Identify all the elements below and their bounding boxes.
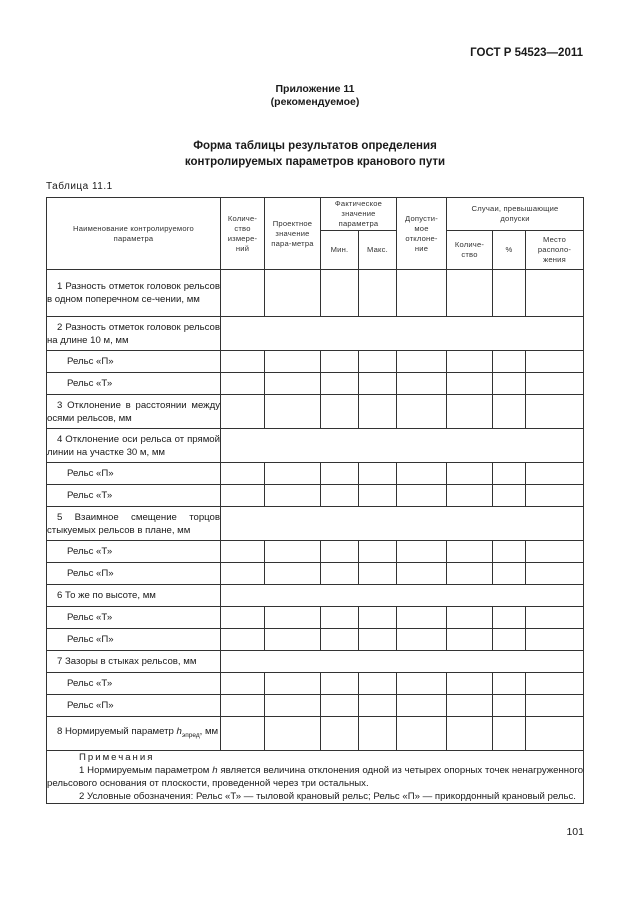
form-title [0, 138, 630, 170]
cell[interactable] [359, 270, 397, 317]
cell[interactable] [397, 463, 447, 485]
col-header-actual: Фактическое значение параметра [321, 198, 397, 231]
col-header-max: Макс. [359, 231, 397, 270]
cell[interactable] [265, 373, 321, 395]
row-label: 1 Разность отметок головок рельсов в одном поперечном се-чении, мм [47, 270, 221, 317]
cell[interactable] [526, 395, 584, 429]
cell[interactable] [447, 541, 493, 563]
cell[interactable] [526, 563, 584, 585]
merged-cell [221, 317, 584, 351]
cell[interactable] [447, 563, 493, 585]
cell[interactable] [221, 463, 265, 485]
cell[interactable] [265, 395, 321, 429]
cell[interactable] [221, 695, 265, 717]
cell[interactable] [359, 463, 397, 485]
cell[interactable] [526, 629, 584, 651]
cell[interactable] [359, 541, 397, 563]
cell[interactable] [265, 695, 321, 717]
cell[interactable] [493, 673, 526, 695]
cell[interactable] [447, 373, 493, 395]
cell[interactable] [447, 673, 493, 695]
cell[interactable] [493, 395, 526, 429]
cell[interactable] [221, 485, 265, 507]
document-code: ГОСТ Р 54523—2011 [470, 47, 583, 59]
merged-cell [221, 651, 584, 673]
cell[interactable] [397, 607, 447, 629]
cell[interactable] [493, 373, 526, 395]
results-table [46, 197, 584, 804]
row-label: Рельс «Т» [47, 485, 221, 507]
row8-unit: , мм [199, 726, 219, 738]
cell[interactable] [397, 351, 447, 373]
cell[interactable] [359, 373, 397, 395]
cell[interactable] [493, 695, 526, 717]
page-number: 101 [566, 826, 584, 838]
cell[interactable] [321, 541, 359, 563]
col-header-min: Мин. [321, 231, 359, 270]
merged-cell [221, 585, 584, 607]
cell[interactable] [397, 629, 447, 651]
cell[interactable] [359, 563, 397, 585]
cell[interactable] [221, 270, 265, 317]
cell[interactable] [265, 717, 321, 751]
cell[interactable] [397, 717, 447, 751]
cell[interactable] [447, 607, 493, 629]
row-label: Рельс «Т» [47, 373, 221, 395]
col-header-exceed: Случаи, превышающие допуски [447, 198, 584, 231]
row8-symbol: h [176, 726, 182, 738]
cell[interactable] [321, 695, 359, 717]
appendix-number: Приложение 11 [275, 83, 355, 95]
cell[interactable] [265, 270, 321, 317]
cell[interactable] [359, 395, 397, 429]
cell[interactable] [493, 717, 526, 751]
row-label: Рельс «Т» [47, 673, 221, 695]
cell[interactable] [493, 463, 526, 485]
cell[interactable] [526, 373, 584, 395]
cell[interactable] [447, 351, 493, 373]
note-1-text-b: является величина отклонения одной из четырех опорных точек ненагруженного рельсового основания от плоскости, проведенной через три остальных. [47, 765, 584, 789]
cell[interactable] [359, 673, 397, 695]
cell[interactable] [397, 373, 447, 395]
cell[interactable] [321, 673, 359, 695]
cell[interactable] [526, 717, 584, 751]
col-header-count: Количе-ство измере-ний [221, 198, 265, 270]
cell[interactable] [447, 463, 493, 485]
cell[interactable] [265, 485, 321, 507]
row-label [47, 717, 221, 751]
cell[interactable] [493, 607, 526, 629]
cell[interactable] [321, 395, 359, 429]
cell[interactable] [321, 629, 359, 651]
table-label: Таблица 11.1 [46, 181, 113, 192]
notes-heading: Примечания [79, 752, 155, 763]
row-label: Рельс «П» [47, 563, 221, 585]
form-title-line2: контролируемых параметров кранового пути [184, 156, 446, 168]
row-label: Рельс «П» [47, 695, 221, 717]
cell[interactable] [493, 629, 526, 651]
col-header-exceed-count: Количе-ство [447, 231, 493, 270]
cell[interactable] [447, 270, 493, 317]
cell[interactable] [397, 270, 447, 317]
cell[interactable] [397, 485, 447, 507]
cell[interactable] [359, 607, 397, 629]
cell[interactable] [493, 351, 526, 373]
cell[interactable] [265, 541, 321, 563]
cell[interactable] [526, 270, 584, 317]
cell[interactable] [321, 351, 359, 373]
cell[interactable] [221, 373, 265, 395]
cell[interactable] [447, 717, 493, 751]
row-label: 5 Взаимное смещение торцов стыкуемых рельсов в плане, мм [47, 507, 221, 541]
cell[interactable] [221, 563, 265, 585]
row-label: Рельс «Т» [47, 541, 221, 563]
cell[interactable] [265, 351, 321, 373]
merged-cell [221, 507, 584, 541]
row-label: 6 То же по высоте, мм [47, 585, 221, 607]
cell[interactable] [447, 629, 493, 651]
row-label: 4 Отклонение оси рельса от прямой линии на участке 30 м, мм [47, 429, 221, 463]
row-label: 3 Отклонение в расстоянии между осями рельсов, мм [47, 395, 221, 429]
cell[interactable] [321, 485, 359, 507]
note-1-text-a: 1 Нормируемым параметром [79, 765, 213, 776]
cell[interactable] [265, 673, 321, 695]
cell[interactable] [397, 395, 447, 429]
cell[interactable] [221, 629, 265, 651]
cell[interactable] [493, 541, 526, 563]
cell[interactable] [526, 351, 584, 373]
note-2: 2 Условные обозначения: Рельс «Т» — тыловой крановый рельс; Рельс «П» — прикордонный крановый рельс. [79, 791, 576, 802]
cell[interactable] [359, 717, 397, 751]
cell[interactable] [447, 695, 493, 717]
cell[interactable] [397, 541, 447, 563]
cell[interactable] [397, 563, 447, 585]
cell[interactable] [526, 463, 584, 485]
row8-subscript: эпред [181, 731, 200, 739]
cell[interactable] [397, 695, 447, 717]
note-1-symbol: h [212, 765, 218, 776]
cell[interactable] [321, 373, 359, 395]
appendix-status: (рекомендуемое) [270, 96, 360, 108]
cell[interactable] [526, 695, 584, 717]
col-header-design: Проектное значение пара-метра [265, 198, 321, 270]
cell[interactable] [397, 673, 447, 695]
cell[interactable] [526, 541, 584, 563]
row-label: Рельс «П» [47, 629, 221, 651]
cell[interactable] [526, 673, 584, 695]
cell[interactable] [321, 717, 359, 751]
cell[interactable] [221, 395, 265, 429]
cell[interactable] [526, 607, 584, 629]
cell[interactable] [447, 395, 493, 429]
notes-block [47, 751, 584, 804]
col-header-tolerance: Допусти-мое отклоне-ние [397, 198, 447, 270]
col-header-location: Место располо-жения [526, 231, 584, 270]
cell[interactable] [265, 629, 321, 651]
cell[interactable] [265, 607, 321, 629]
cell[interactable] [526, 485, 584, 507]
cell[interactable] [493, 563, 526, 585]
cell[interactable] [321, 463, 359, 485]
cell[interactable] [221, 541, 265, 563]
row8-text: 8 Нормируемый параметр [57, 726, 177, 738]
cell[interactable] [221, 351, 265, 373]
cell[interactable] [359, 485, 397, 507]
cell[interactable] [359, 351, 397, 373]
cell[interactable] [221, 673, 265, 695]
appendix-heading [0, 83, 630, 109]
note-1 [47, 764, 583, 790]
cell[interactable] [493, 270, 526, 317]
cell[interactable] [493, 485, 526, 507]
cell[interactable] [321, 270, 359, 317]
row-label: Рельс «П» [47, 351, 221, 373]
form-title-line1: Форма таблицы результатов определения [193, 140, 437, 152]
row-label: Рельс «Т» [47, 607, 221, 629]
cell[interactable] [321, 563, 359, 585]
cell[interactable] [221, 607, 265, 629]
col-header-name: Наименование контролируемого параметра [47, 198, 221, 270]
cell[interactable] [265, 463, 321, 485]
cell[interactable] [359, 629, 397, 651]
row-label: 7 Зазоры в стыках рельсов, мм [47, 651, 221, 673]
merged-cell [221, 429, 584, 463]
cell[interactable] [265, 563, 321, 585]
col-header-percent: % [493, 231, 526, 270]
row-label: 2 Разность отметок головок рельсов на длине 10 м, мм [47, 317, 221, 351]
cell[interactable] [321, 607, 359, 629]
row-label: Рельс «П» [47, 463, 221, 485]
cell[interactable] [447, 485, 493, 507]
cell[interactable] [359, 695, 397, 717]
cell[interactable] [221, 717, 265, 751]
